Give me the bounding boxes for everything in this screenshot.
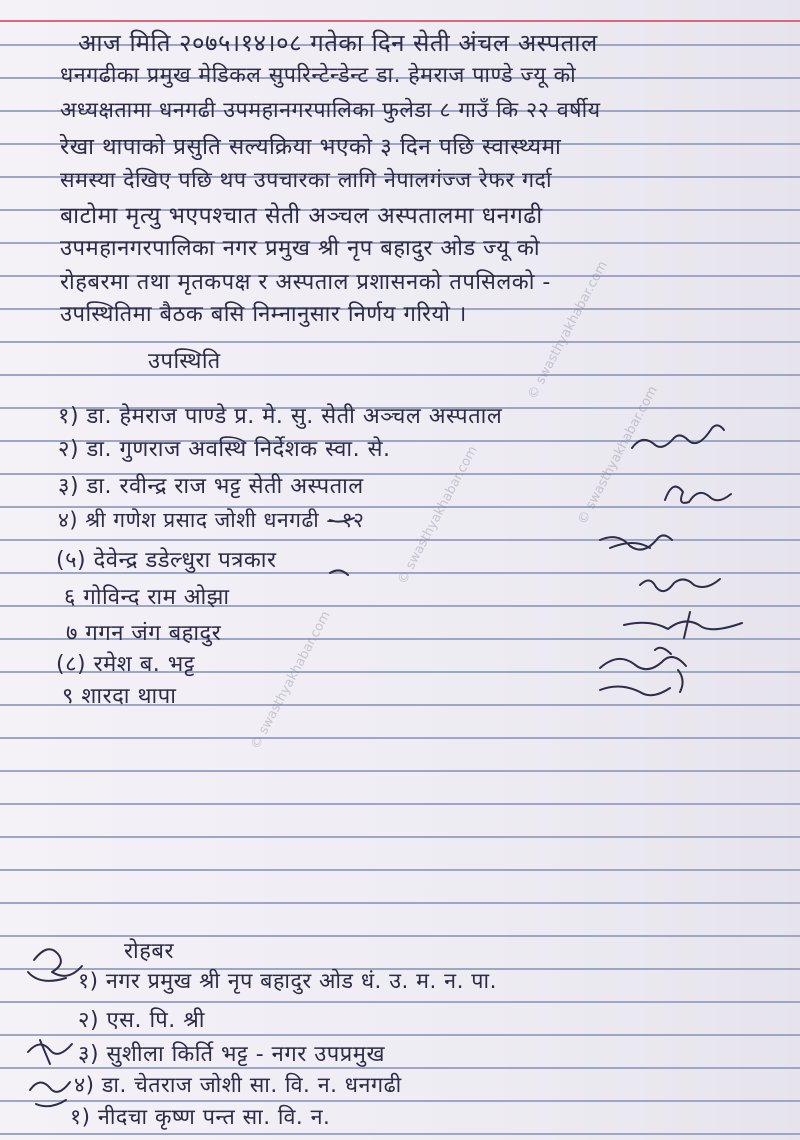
- attendee-4: ४) श्री गणेश प्रसाद जोशी धनगढी - १२: [58, 508, 365, 532]
- body-line-5: समस्या देखिए पछि थप उपचारका लागि नेपालगंज्ज रेफर गर्दा: [60, 168, 553, 193]
- watermark-3: © swasthyakhabar.com: [248, 608, 334, 753]
- watermark-4: © swasthyakhabar.com: [575, 383, 661, 528]
- body-line-1: आज मिति २०७५।१४।०८ गतेका दिन सेती अंचल अस्पताल: [78, 29, 598, 57]
- signature-witness-3: [28, 1040, 72, 1064]
- witness-2: २) एस. पि. श्री: [78, 1008, 205, 1033]
- attendee-3: ३) डा. रवीन्द्र राज भट्ट सेती अस्पताल: [58, 474, 364, 499]
- witness-1: १) नगर प्रमुख श्री नृप बहादुर ओड धं. उ. म. न. पा.: [78, 969, 497, 994]
- body-line-3: अध्यक्षतामा धनगढी उपमहानगरपालिका फुलेडा ८ गाउँ कि २२ वर्षीय: [60, 98, 601, 123]
- watermark-2: © swasthyakhabar.com: [395, 443, 481, 588]
- watermark-1: © swasthyakhabar.com: [525, 258, 611, 403]
- signature-witness-4: [30, 1082, 70, 1106]
- attendee-8: (८) रमेश ब. भट्ट: [56, 652, 195, 677]
- witness-5: १) नीदचा कृष्ण पन्त सा. वि. न.: [70, 1105, 331, 1130]
- attendee-2: २) डा. गुणराज अवस्थि निर्देशक स्वा. से.: [58, 437, 391, 462]
- body-line-2: धनगढीका प्रमुख मेडिकल सुपरिन्टेन्डेन्ट डा. हेमराज पाण्डे ज्यू को: [60, 63, 577, 88]
- signature-attendee-3: [665, 487, 731, 503]
- body-line-8: रोहबरमा तथा मृतकपक्ष र अस्पताल प्रशासनको तपसिलको -: [60, 270, 551, 295]
- underline-mark: [330, 518, 354, 575]
- signature-attendee-5: [640, 579, 720, 591]
- attendee-9: ९ शारदा थापा: [62, 684, 177, 709]
- witness-3: ३) सुशीला किर्ति भट्ट - नगर उपप्रमुख: [78, 1042, 385, 1067]
- signature-attendee-4: [600, 535, 672, 549]
- body-line-9: उपस्थितिमा बैठक बसि निम्नानुसार निर्णय गरियो ।: [60, 302, 467, 327]
- attendee-7: ७ गगन जंग बहादुर: [66, 621, 222, 646]
- attendee-5: (५) देवेन्द्र डडेल्धुरा पत्रकार: [56, 548, 277, 573]
- signature-attendee-8: [600, 670, 683, 695]
- signature-witness-1: [28, 949, 82, 981]
- witness-4: ४) डा. चेतराज जोशी सा. वि. न. धनगढी: [74, 1073, 402, 1098]
- attendee-1: १) डा. हेमराज पाण्डे प्र. मे. सु. सेती अञ्चल अस्पताल: [58, 404, 503, 429]
- attendance-heading: उपस्थिति: [148, 349, 221, 374]
- body-line-7: उपमहानगरपालिका नगर प्रमुख श्री नृप बहादुर ओड ज्यू को: [60, 236, 541, 261]
- witness-heading: रोहबर: [124, 939, 174, 964]
- signature-attendee-6: [624, 612, 742, 638]
- attendee-6: ६ गोविन्द राम ओझा: [64, 585, 230, 610]
- body-line-4: रेखा थापाको प्रसुति सल्यक्रिया भएको ३ दिन पछि स्वास्थ्यमा: [60, 134, 562, 160]
- body-line-6: बाटोमा मृत्यु भएपश्चात सेती अञ्चल अस्पतालमा धनगढी: [60, 203, 543, 229]
- signature-attendee-2: [632, 425, 724, 448]
- signature-attendee-7: [600, 648, 686, 669]
